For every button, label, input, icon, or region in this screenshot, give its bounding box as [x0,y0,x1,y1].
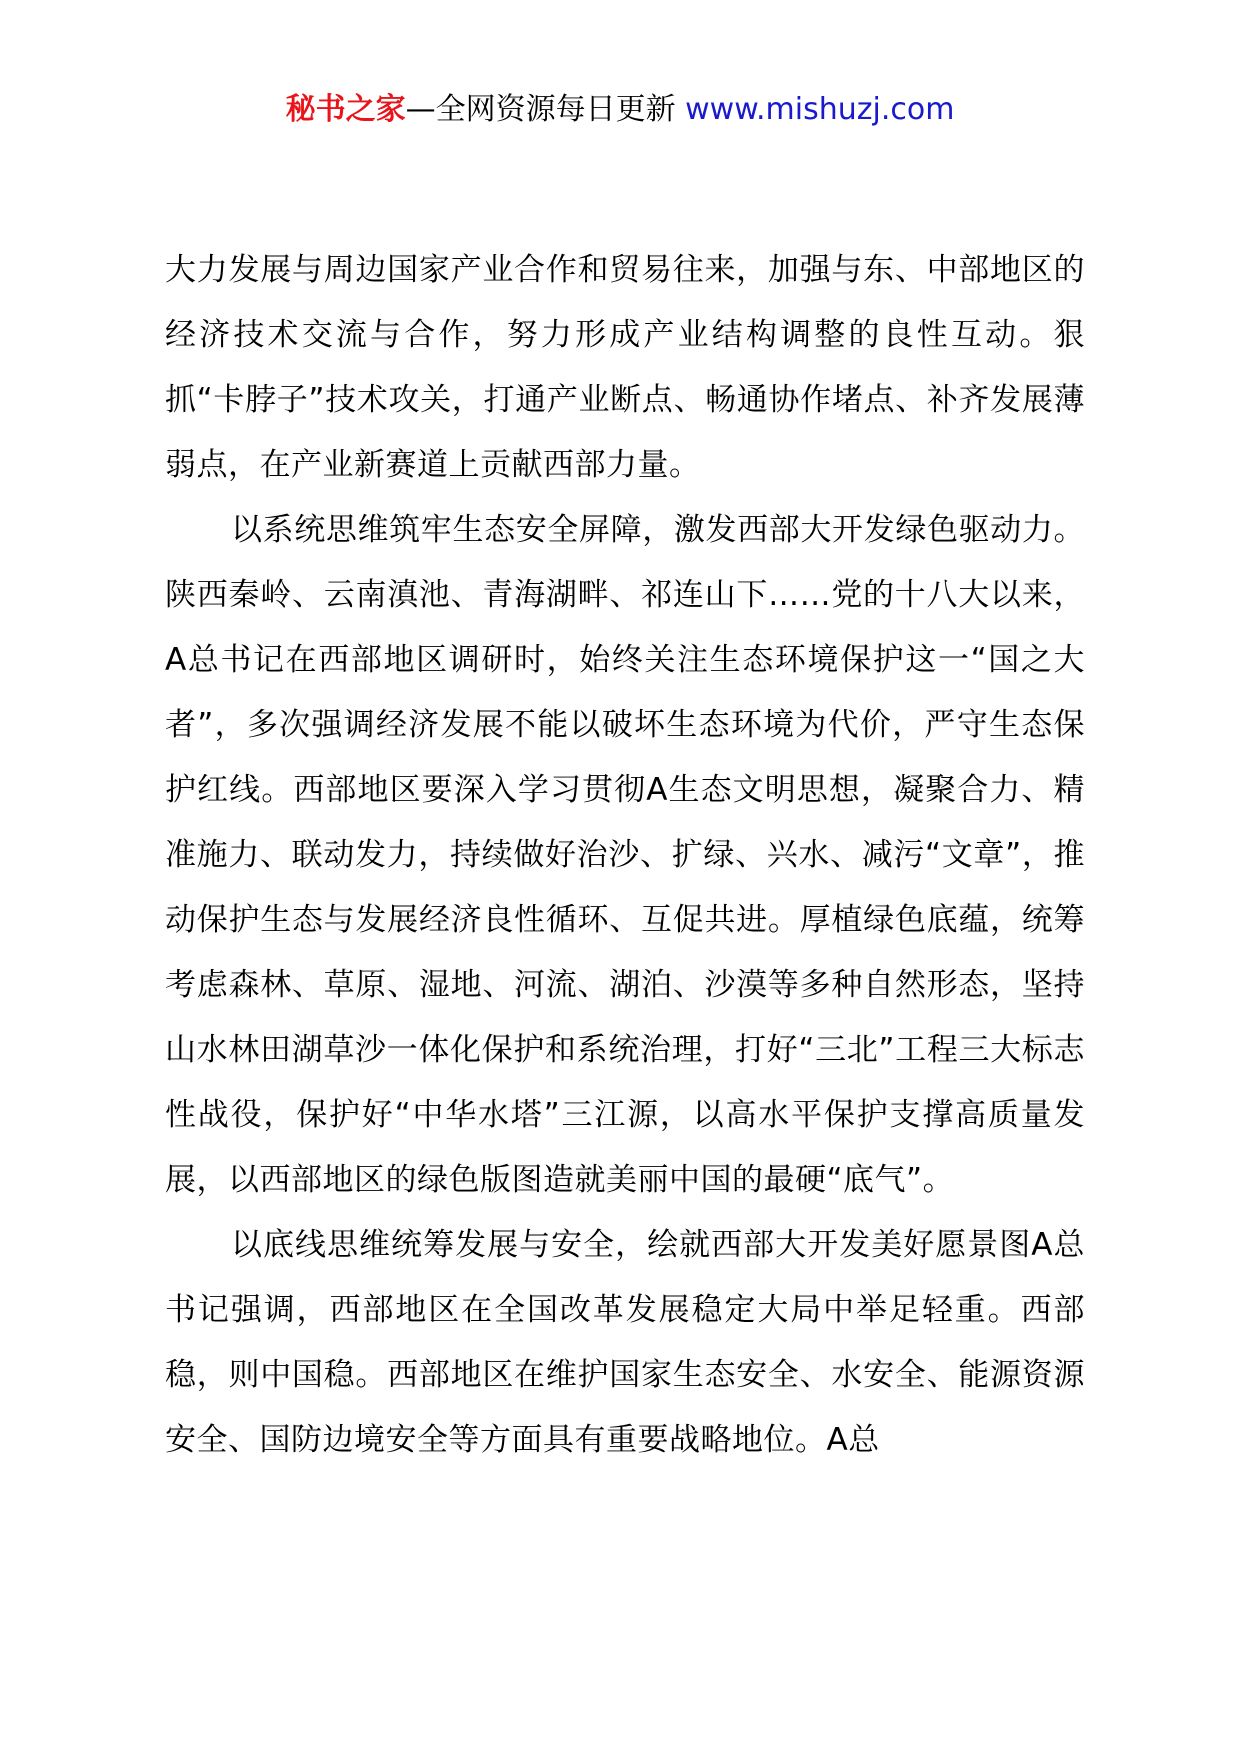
site-brand: 秘书之家 [285,92,406,127]
site-url-link[interactable]: www.mishuzj.com [685,92,955,127]
page-header [0,88,1240,132]
paragraph-ecology: 以系统思维筑牢生态安全屏障，激发西部大开发绿色驱动力。陕西秦岭、云南滇池、青海湖畔、祁连山下……党的十八大以来，A总书记在西部地区调研时，始终关注生态环境保护这一“国之大者”，多次强调经济发展不能以破坏生态环境为代价，严守生态保护红线。西部地区要深入学习贯彻A生态文明思想，凝聚合力、精准施力、联动发力，持续做好治沙、扩绿、兴水、减污“文章”，推动保护生态与发展经济良性循环、互促共进。厚植绿色底蕴，统筹考虑森林、草原、湿地、河流、湖泊、沙漠等多种自然形态，坚持山水林田湖草沙一体化保护和系统治理，打好“三北”工程三大标志性战役，保护好“中华水塔”三江源，以高水平保护支撑高质量发展，以西部地区的绿色版图造就美丽中国的最硬“底气”。 [165,512,1085,1198]
paragraph-continuation: 大力发展与周边国家产业合作和贸易往来，加强与东、中部地区的经济技术交流与合作，努力形成产业结构调整的良性互动。狠抓“卡脖子”技术攻关，打通产业断点、畅通协作堵点、补齐发展薄弱点，在产业新赛道上贡献西部力量。 [165,252,1085,483]
document-body [165,238,1085,1473]
site-tagline: —全网资源每日更新 [405,92,676,127]
paragraph-security: 以底线思维统筹发展与安全，绘就西部大开发美好愿景图A总书记强调，西部地区在全国改革发展稳定大局中举足轻重。西部稳，则中国稳。西部地区在维护国家生态安全、水安全、能源资源安全、国防边境安全等方面具有重要战略地位。A总 [165,1227,1085,1458]
